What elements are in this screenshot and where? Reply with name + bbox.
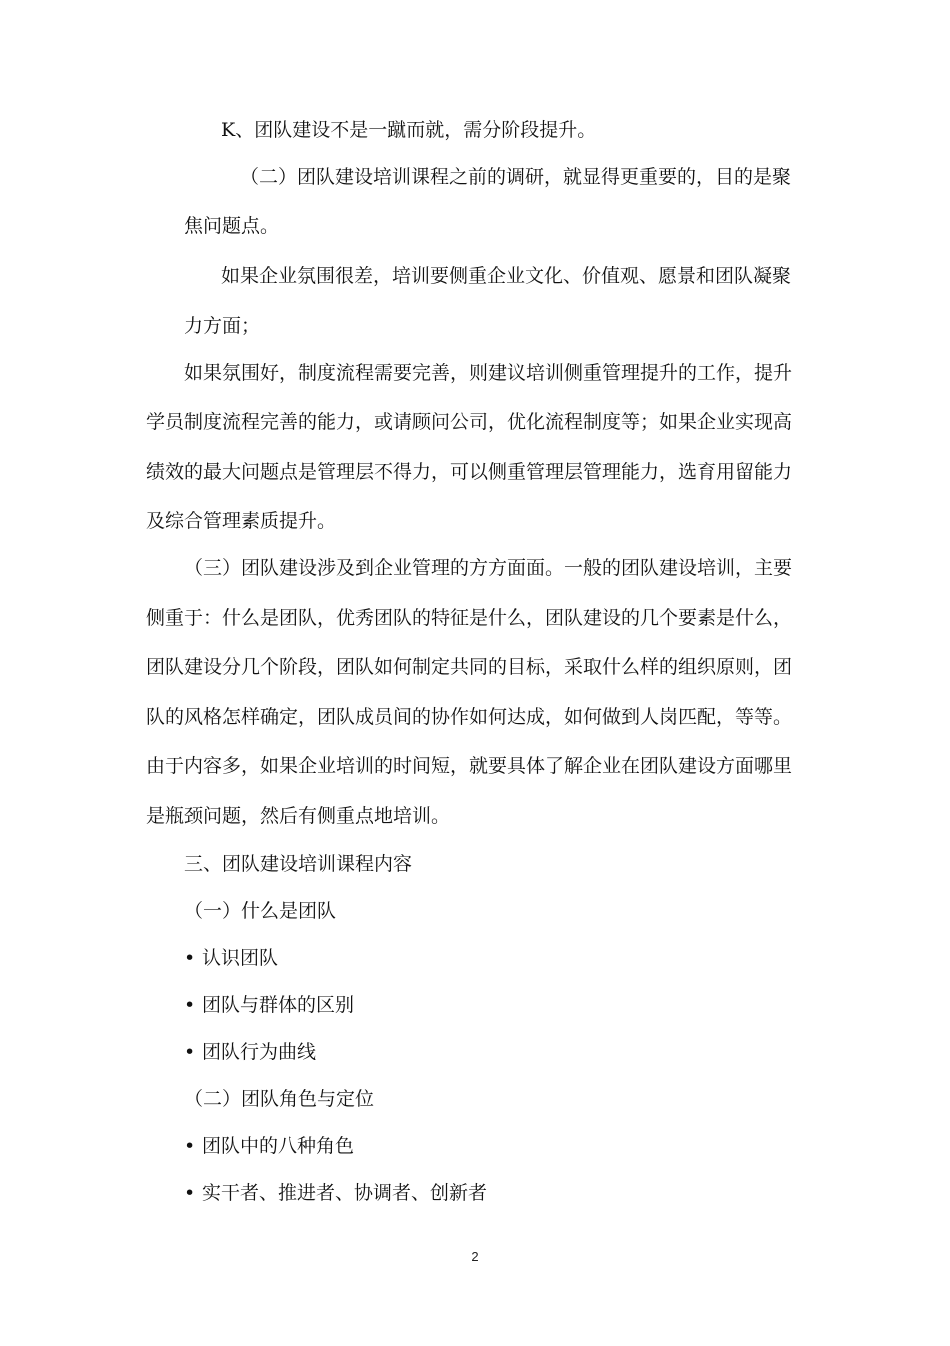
paragraph-line-good-3: 绩效的最大问题点是管理层不得力，可以侧重管理层管理能力，选育用留能力	[146, 461, 793, 483]
section-heading-course-content: 三、团队建设培训课程内容	[184, 853, 413, 875]
paragraph-line-research-1: （二）团队建设培训课程之前的调研，就显得更重要的，目的是聚	[240, 166, 792, 188]
list-item	[184, 1134, 354, 1158]
paragraph-line-atmosphere-2: 力方面；	[184, 315, 261, 337]
list-item-text: 团队中的八种角色	[202, 1135, 355, 1157]
subheading-team-roles: （二）团队角色与定位	[184, 1088, 375, 1110]
list-item	[184, 946, 278, 970]
subheading-what-is-team: （一）什么是团队	[184, 900, 337, 922]
paragraph-line-three-3: 团队建设分几个阶段，团队如何制定共同的目标，采取什么样的组织原则，团	[146, 656, 793, 678]
list-item-text: 团队与群体的区别	[202, 994, 355, 1016]
page-number: 2	[471, 1249, 479, 1264]
list-item-text: 团队行为曲线	[202, 1041, 317, 1063]
bullet-icon: •	[184, 1182, 196, 1204]
paragraph-line-atmosphere-1: 如果企业氛围很差，培训要侧重企业文化、价值观、愿景和团队凝聚	[221, 265, 792, 287]
paragraph-line-three-5: 由于内容多，如果企业培训的时间短，就要具体了解企业在团队建设方面哪里	[146, 755, 793, 777]
list-item	[184, 993, 354, 1017]
list-item-text: 实干者、推进者、协调者、创新者	[202, 1182, 488, 1204]
list-item	[184, 1181, 487, 1205]
list-item	[184, 1040, 316, 1064]
bullet-icon: •	[184, 1135, 196, 1157]
paragraph-line-good-2: 学员制度流程完善的能力，或请顾问公司，优化流程制度等；如果企业实现高	[146, 411, 793, 433]
paragraph-line-three-4: 队的风格怎样确定，团队成员间的协作如何达成，如何做到人岗匹配，等等。	[146, 706, 793, 728]
list-item-text: 认识团队	[202, 947, 279, 969]
paragraph-line-three-6: 是瓶颈问题，然后有侧重点地培训。	[146, 805, 451, 827]
paragraph-line-research-2: 焦问题点。	[184, 215, 280, 237]
paragraph-line-good-4: 及综合管理素质提升。	[146, 510, 337, 532]
paragraph-line-three-2: 侧重于：什么是团队，优秀团队的特征是什么，团队建设的几个要素是什么，	[146, 607, 793, 629]
paragraph-line-good-1: 如果氛围好，制度流程需要完善，则建议培训侧重管理提升的工作，提升	[184, 362, 793, 384]
bullet-icon: •	[184, 947, 196, 969]
paragraph-line-three-1: （三）团队建设涉及到企业管理的方方面面。一般的团队建设培训，主要	[184, 557, 793, 579]
bullet-icon: •	[184, 1041, 196, 1063]
bullet-icon: •	[184, 994, 196, 1016]
paragraph-line-k: K、团队建设不是一蹴而就，需分阶段提升。	[221, 119, 597, 141]
